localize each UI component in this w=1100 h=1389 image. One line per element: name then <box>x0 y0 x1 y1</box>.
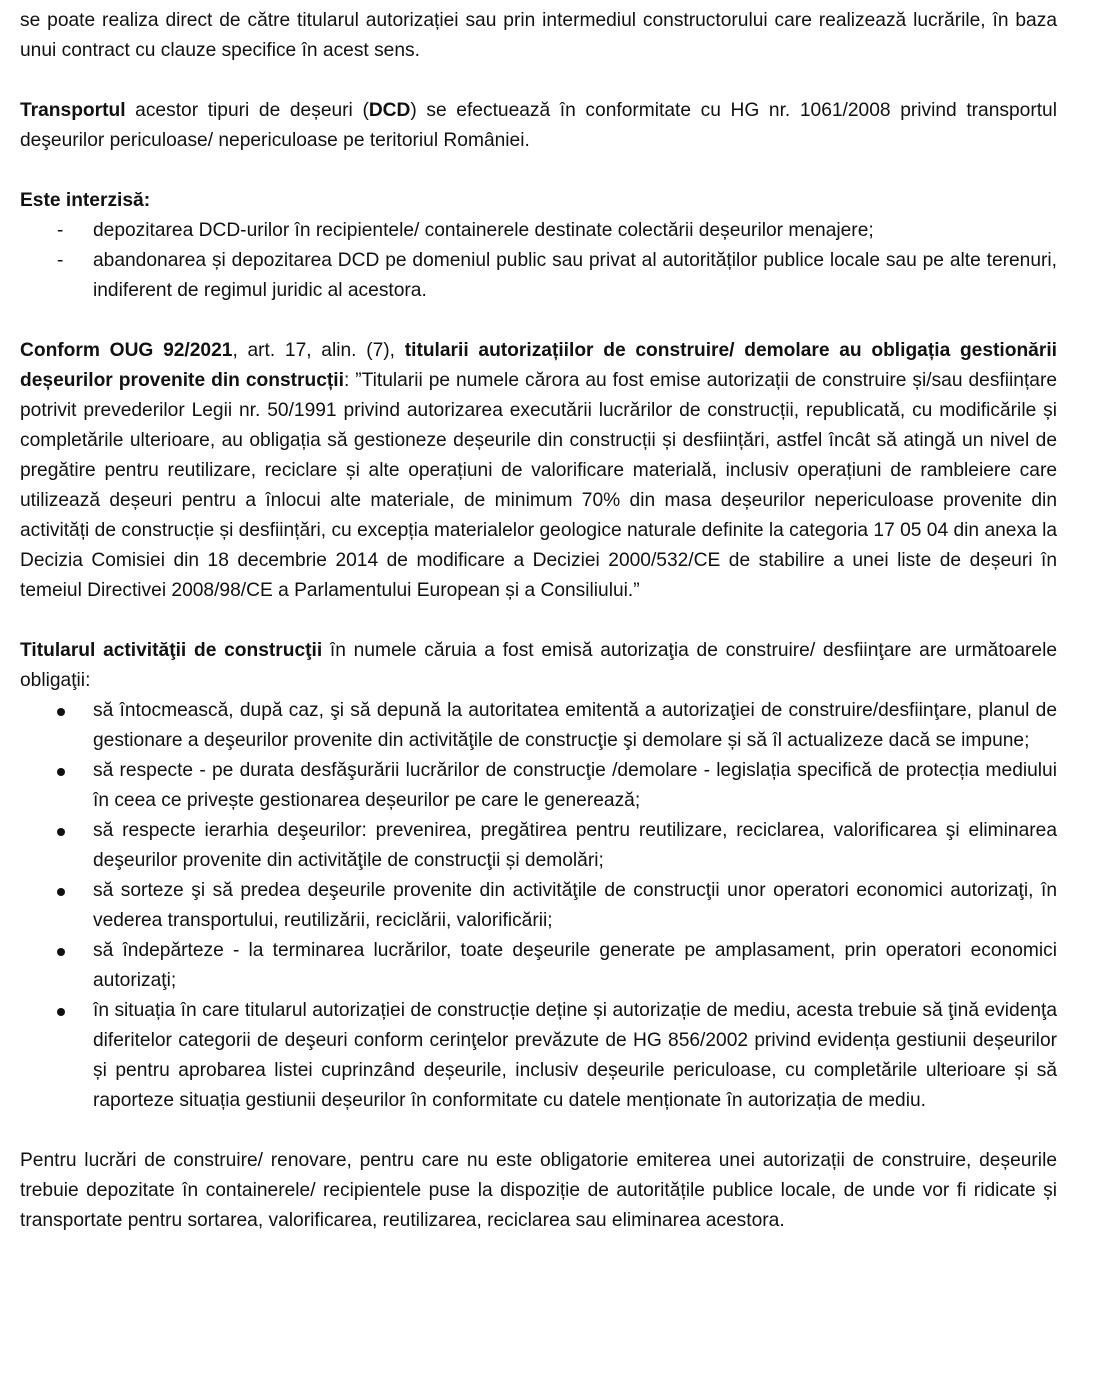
prohibited-list <box>20 216 1057 306</box>
spacer <box>20 1116 1057 1146</box>
oug-quote: : ”Titularii pe numele cărora au fost emise autorizații de construire și/sau desființare potrivit prevederilor Legii nr. 50/1991 privind autorizarea executării lucrărilor de construcții, republicată, cu modificările și completările ulterioare, au obligația să gestioneze deșeurile din construcții și desființări, astfel încât să atingă un nivel de pregătire pentru reutilizare, reciclare și alte operațiuni de valorificare materială, inclusiv operațiuni de rambleiere care utilizează deșeuri pentru a înlocui alte materiale, de minimum 70% din masa deșeurilor nepericuloase provenite din activități de construcție și desființări, cu excepția materialelor geologice naturale definite la categoria 17 05 04 din anexa la Decizia Comisiei din 18 decembrie 2014 de modificare a Deciziei 2000/532/CE de stabilire a unei liste de deșeuri în temeiul Directivei 2008/98/CE a Parlamentului European și a Consiliului.” <box>20 370 1058 601</box>
transport-bold: Transportul <box>20 100 126 121</box>
spacer <box>20 306 1057 336</box>
paragraph-transport <box>20 96 1057 156</box>
list-item <box>20 876 1057 936</box>
obligation-bold: titularii autorizațiilor de construire/ demolare au obligația gestionării deșeurilor provenite din construcții <box>20 340 1057 391</box>
paragraph-intro-text: se poate realiza direct de către titularul autorizației sau prin intermediul constructorului care realizează lucrările, în baza unui contract cu clauze specifice în acest sens. <box>20 10 1057 61</box>
list-item <box>20 246 1057 306</box>
list-item <box>20 996 1057 1116</box>
list-item <box>20 756 1057 816</box>
list-item-text: să îndepărteze - la terminarea lucrărilor, toate deşeurile generate pe amplasament, prin operatori economici autorizaţi; <box>93 940 1057 991</box>
spacer <box>20 156 1057 186</box>
prohibited-heading-text: Este interzisă: <box>20 190 151 211</box>
oug-text-1: , art. 17, alin. (7), <box>232 340 405 361</box>
list-item-text: să întocmească, după caz, şi să depună la autoritatea emitentă a autorizaţiei de construire/desfiinţare, planul de gestionare a deşeurilor provenite din activităţile de construcţie şi demolare și să îl actualizeze dacă se impune; <box>93 700 1057 751</box>
bullet-icon <box>57 888 65 896</box>
list-item <box>20 696 1057 756</box>
oug-bold: Conform OUG 92/2021 <box>20 340 233 361</box>
list-item-text: să sorteze şi să predea deşeurile provenite din activităţile de construcţii unor operatori economici autorizaţi, în vederea transportului, reutilizării, reciclării, valorificării; <box>93 880 1057 931</box>
list-item-text: abandonarea și depozitarea DCD pe domeniul public sau privat al autorităților publice locale sau pe alte terenuri, indiferent de regimul juridic al acestora. <box>93 250 1057 301</box>
list-item-text: să respecte - pe durata desfăşurării lucrărilor de construcţie /demolare - legislația specifică de protecția mediului în ceea ce privește gestionarea deșeurilor pe care le generează; <box>93 760 1057 811</box>
bullet-icon <box>57 1008 65 1016</box>
spacer <box>20 66 1057 96</box>
holder-bold: Titularul activităţii de construcţii <box>20 640 323 661</box>
paragraph-obligations <box>20 636 1057 696</box>
paragraph-oug <box>20 336 1057 606</box>
paragraph-renovation-text: Pentru lucrări de construire/ renovare, pentru care nu este obligatorie emiterea unei autorizații de construire, deșeurile trebuie depozitate în containerele/ recipientele puse la dispoziție de autoritățile publice locale, de unde vor fi ridicate și transportate pentru sortarea, valorificarea, reutilizarea, reciclarea sau eliminarea acestora. <box>20 1150 1057 1231</box>
paragraph-intro <box>20 6 1057 66</box>
prohibited-heading <box>20 186 1057 216</box>
list-item <box>20 816 1057 876</box>
list-item-text: depozitarea DCD-urilor în recipientele/ containerele destinate colectării deșeurilor menajere; <box>93 220 874 241</box>
paragraph-renovation <box>20 1146 1057 1236</box>
list-item <box>20 936 1057 996</box>
bullet-icon <box>57 708 65 716</box>
obligations-list <box>20 696 1057 1116</box>
list-item-text: să respecte ierarhia deşeurilor: prevenirea, pregătirea pentru reutilizare, reciclarea, valorificarea şi eliminarea deşeurilor provenite din activităţile de construcţii și demolări; <box>93 820 1057 871</box>
bullet-icon <box>57 948 65 956</box>
transport-text-2: ) se efectuează în conformitate cu HG nr. 1061/2008 privind transportul deşeurilor periculoase/ nepericuloase pe teritoriul României. <box>20 100 1057 151</box>
dash-marker: - <box>57 220 64 241</box>
bullet-icon <box>57 768 65 776</box>
bullet-icon <box>57 828 65 836</box>
holder-text: în numele căruia a fost emisă autorizaţia de construire/ desfiinţare are următoarele obligaţii: <box>20 640 1058 691</box>
spacer <box>20 606 1057 636</box>
dcd-bold: DCD <box>368 100 411 121</box>
list-item-text: în situația în care titularul autorizației de construcție deține și autorizație de mediu, acesta trebuie să ţină evidenţa diferitelor categorii de deşeuri conform cerinţelor prevăzute de HG 856/2002 privind evidența gestiunii deșeurilor și pentru aprobarea listei cuprinzând deșeurile, inclusiv deșeurile periculoase, cu completările ulterioare și să raporteze situația gestiunii deșeurilor în conformitate cu datele menționate în autorizația de mediu. <box>93 1000 1057 1111</box>
dash-marker: - <box>57 250 64 271</box>
transport-text-1: acestor tipuri de deșeuri ( <box>125 100 369 121</box>
list-item <box>20 216 1057 246</box>
